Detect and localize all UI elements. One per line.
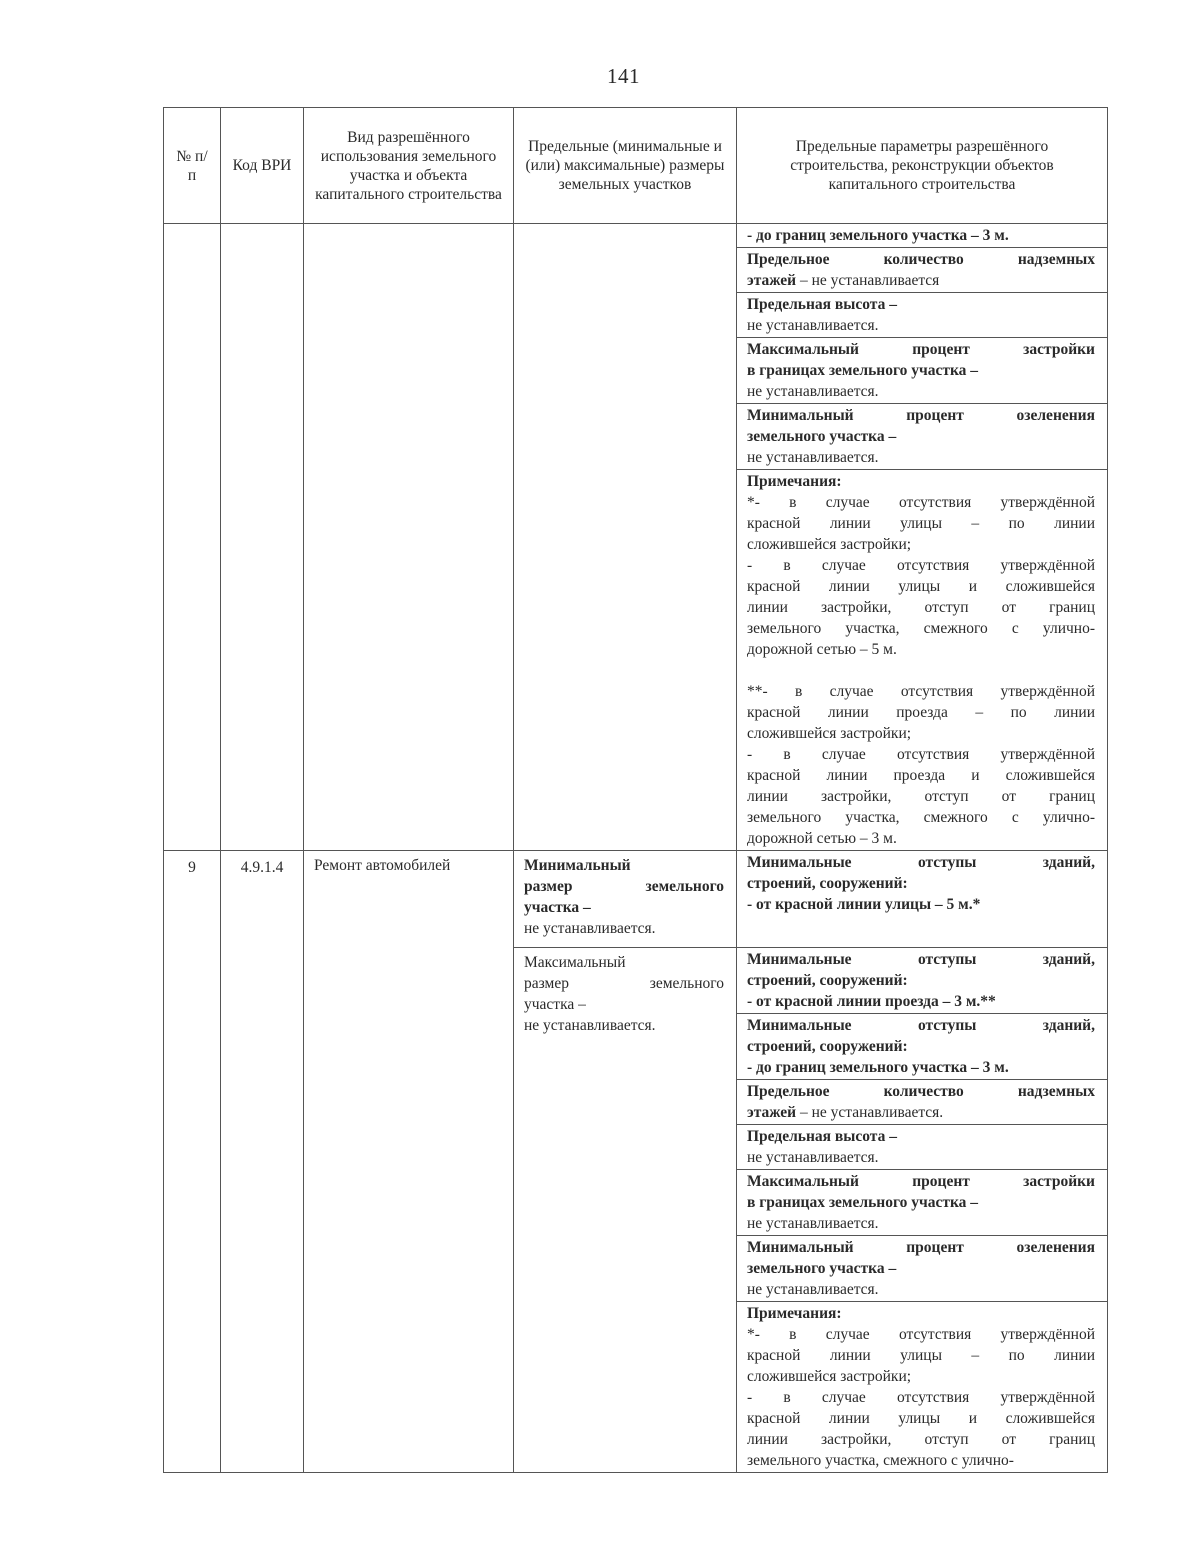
cell-text: участка – <box>524 899 591 916</box>
cell-line <box>747 315 1095 336</box>
cell-text: Предельное количество надземных <box>747 251 1095 268</box>
cell-line <box>747 873 1095 894</box>
cell-text: сложившейся застройки; <box>747 536 912 553</box>
cell-line <box>747 513 1095 534</box>
cell-text: Предельная высота – <box>747 1128 897 1145</box>
cell-text: - от красной линии проезда – 3 м.** <box>747 993 996 1010</box>
cell-line <box>747 339 1095 360</box>
cell-line <box>747 360 1095 381</box>
cell-line <box>747 426 1095 447</box>
cell-line <box>747 381 1095 402</box>
cell-text: участка – <box>524 996 586 1013</box>
param-cell <box>737 948 1108 1014</box>
cont-num-cell <box>164 224 221 851</box>
size-max-cell <box>514 948 737 1473</box>
cell-text: земельного участка, смежного с улично- <box>747 1452 1014 1469</box>
cell-text: Минимальные отступы зданий, <box>747 854 1095 871</box>
cell-text: не устанавливается. <box>524 1017 656 1034</box>
cell-text: не устанавливается. <box>747 317 879 334</box>
cell-line <box>747 970 1095 991</box>
cell-text: **- в случае отсутствия утверждённой <box>747 683 1095 700</box>
cell-text: земельного участка – <box>747 1260 897 1277</box>
cell-text: в границах земельного участка – <box>747 362 979 379</box>
cell-text: не устанавливается. <box>747 1215 879 1232</box>
cell-line <box>747 949 1095 970</box>
cell-text: в границах земельного участка – <box>747 1194 979 1211</box>
param-cell <box>737 1125 1108 1170</box>
cell-line <box>747 786 1095 807</box>
cell-text: размер земельного <box>524 878 724 895</box>
cell-line <box>747 576 1095 597</box>
cell-line <box>747 405 1095 426</box>
header-sizes: Предельные (минимальные и (или) максимальные) размеры земельных участков <box>514 108 737 224</box>
cell-line <box>747 225 1095 246</box>
param-cell <box>737 851 1108 948</box>
cell-text: земельного участка – <box>747 428 897 445</box>
cell-text: - в случае отсутствия утверждённой <box>747 1389 1095 1406</box>
cell-line <box>747 639 1095 660</box>
param-cell <box>737 1170 1108 1236</box>
header-params: Предельные параметры разрешённого строительства, реконструкции объектов капитального строительства <box>737 108 1108 224</box>
cell-line <box>747 1126 1095 1147</box>
cell-line <box>747 249 1095 270</box>
cell-text: Минимальный процент озеленения <box>747 407 1095 424</box>
cell-line <box>524 876 724 897</box>
cell-text: *- в случае отсутствия утверждённой <box>747 494 1095 511</box>
cell-line <box>524 897 724 918</box>
cell-line <box>747 1213 1095 1234</box>
cell-line <box>747 471 1095 492</box>
cell-text: размер земельного <box>524 975 724 992</box>
cell-text: красной линии улицы – по линии <box>747 515 1095 532</box>
cell-line <box>747 447 1095 468</box>
cell-text: не устанавливается. <box>747 383 879 400</box>
param-cell <box>737 1236 1108 1302</box>
cell-line <box>747 852 1095 873</box>
cell-line <box>747 894 1095 915</box>
cell-text: красной линии улицы и сложившейся <box>747 578 1095 595</box>
cell-text: - в случае отсутствия утверждённой <box>747 557 1095 574</box>
row-num-cell: 9 <box>164 851 221 1473</box>
zoning-table <box>163 107 1108 1473</box>
cell-text: Минимальный процент озеленения <box>747 1239 1095 1256</box>
cell-text: этажей <box>747 1104 797 1121</box>
cell-line <box>747 534 1095 555</box>
cell-text: - до границ земельного участка – 3 м. <box>747 1059 1009 1076</box>
cont-type-cell <box>304 224 514 851</box>
cell-line <box>747 1036 1095 1057</box>
cell-text: Минимальный <box>524 857 631 874</box>
cell-text: Минимальные отступы зданий, <box>747 1017 1095 1034</box>
cell-text: линии застройки, отступ от границ <box>747 599 1095 616</box>
cell-line <box>747 1408 1095 1429</box>
cell-text: линии застройки, отступ от границ <box>747 1431 1095 1448</box>
cell-line <box>747 681 1095 702</box>
page-number: 141 <box>607 64 640 88</box>
cell-line <box>747 702 1095 723</box>
cell-line <box>747 828 1095 849</box>
cell-line <box>747 555 1095 576</box>
cell-line <box>524 973 724 994</box>
cell-text: - от красной линии улицы – 5 м.* <box>747 896 981 913</box>
cell-text: строений, сооружений: <box>747 875 908 892</box>
cell-text: Предельное количество надземных <box>747 1083 1095 1100</box>
param-cell <box>737 293 1108 338</box>
cell-line <box>747 765 1095 786</box>
cell-text: этажей <box>747 272 797 289</box>
cell-line <box>747 1057 1095 1078</box>
param-cell <box>737 404 1108 470</box>
cell-text: Максимальный процент застройки <box>747 341 1095 358</box>
cell-line <box>747 991 1095 1012</box>
cell-line <box>747 1366 1095 1387</box>
cell-line <box>524 855 724 876</box>
table-row <box>164 224 1108 248</box>
cell-line <box>747 1081 1095 1102</box>
cell-text: земельного участка, смежного с улично- <box>747 809 1095 826</box>
cell-text-tail: – не устанавливается. <box>796 1104 944 1121</box>
param-cell <box>737 338 1108 404</box>
cell-text: красной линии улицы – по линии <box>747 1347 1095 1364</box>
cell-line <box>747 492 1095 513</box>
header-type: Вид разрешённого использования земельного участка и объекта капитального строительства <box>304 108 514 224</box>
cell-text: - до границ земельного участка – 3 м. <box>747 227 1009 244</box>
cell-line <box>747 1147 1095 1168</box>
cell-text: красной линии проезда – по линии <box>747 704 1095 721</box>
size-min-cell <box>514 851 737 948</box>
cell-text: красной линии улицы и сложившейся <box>747 1410 1095 1427</box>
param-cell <box>737 248 1108 293</box>
row-type-cell: Ремонт автомобилей <box>304 851 514 1473</box>
cell-text: *- в случае отсутствия утверждённой <box>747 1326 1095 1343</box>
header-code: Код ВРИ <box>221 108 304 224</box>
cell-line <box>747 1102 1095 1123</box>
blank-line <box>747 660 1095 681</box>
cell-line <box>747 1303 1095 1324</box>
cell-text: строений, сооружений: <box>747 972 908 989</box>
cell-text: не устанавливается. <box>524 920 656 937</box>
cell-line <box>524 994 724 1015</box>
cell-line <box>747 1237 1095 1258</box>
cell-text: сложившейся застройки; <box>747 1368 912 1385</box>
cell-text: линии застройки, отступ от границ <box>747 788 1095 805</box>
table-header-row <box>164 108 1108 224</box>
cell-line <box>747 1429 1095 1450</box>
cell-line <box>524 952 724 973</box>
cell-line <box>747 270 1095 291</box>
cell-line <box>747 807 1095 828</box>
cell-text: дорожной сетью – 5 м. <box>747 641 897 658</box>
cell-line <box>747 1387 1095 1408</box>
cell-text: Примечания: <box>747 1305 842 1322</box>
cell-text-tail: – не устанавливается <box>796 272 940 289</box>
cell-line <box>524 1015 724 1036</box>
cell-line <box>747 1450 1095 1471</box>
cont-size-cell <box>514 224 737 851</box>
cell-text: сложившейся застройки; <box>747 725 912 742</box>
cell-text: красной линии проезда и сложившейся <box>747 767 1095 784</box>
table-row <box>164 851 1108 948</box>
cell-text: Примечания: <box>747 473 842 490</box>
cell-text: Максимальный процент застройки <box>747 1173 1095 1190</box>
cell-line <box>747 597 1095 618</box>
cell-line <box>747 1192 1095 1213</box>
cell-line <box>747 618 1095 639</box>
cell-text: дорожной сетью – 3 м. <box>747 830 897 847</box>
param-cell <box>737 470 1108 851</box>
row-code-cell: 4.9.1.4 <box>221 851 304 1473</box>
cell-text: Максимальный <box>524 954 626 971</box>
cell-text: земельного участка, смежного с улично- <box>747 620 1095 637</box>
cell-text: не устанавливается. <box>747 1149 879 1166</box>
cell-text: строений, сооружений: <box>747 1038 908 1055</box>
cell-line <box>747 1171 1095 1192</box>
cell-line <box>747 294 1095 315</box>
header-num: № п/п <box>164 108 221 224</box>
cell-text: Предельная высота – <box>747 296 897 313</box>
cell-line <box>747 1345 1095 1366</box>
cell-line <box>747 1324 1095 1345</box>
param-cell <box>737 1014 1108 1080</box>
cell-line <box>524 918 724 939</box>
param-cell <box>737 1080 1108 1125</box>
cell-text: - в случае отсутствия утверждённой <box>747 746 1095 763</box>
cell-line <box>747 723 1095 744</box>
cont-code-cell <box>221 224 304 851</box>
cell-line <box>747 1258 1095 1279</box>
cell-text: Минимальные отступы зданий, <box>747 951 1095 968</box>
param-cell <box>737 224 1108 248</box>
cell-line <box>747 1015 1095 1036</box>
cell-text: не устанавливается. <box>747 1281 879 1298</box>
cell-line <box>747 744 1095 765</box>
cell-text: не устанавливается. <box>747 449 879 466</box>
cell-line <box>747 1279 1095 1300</box>
param-cell <box>737 1302 1108 1473</box>
